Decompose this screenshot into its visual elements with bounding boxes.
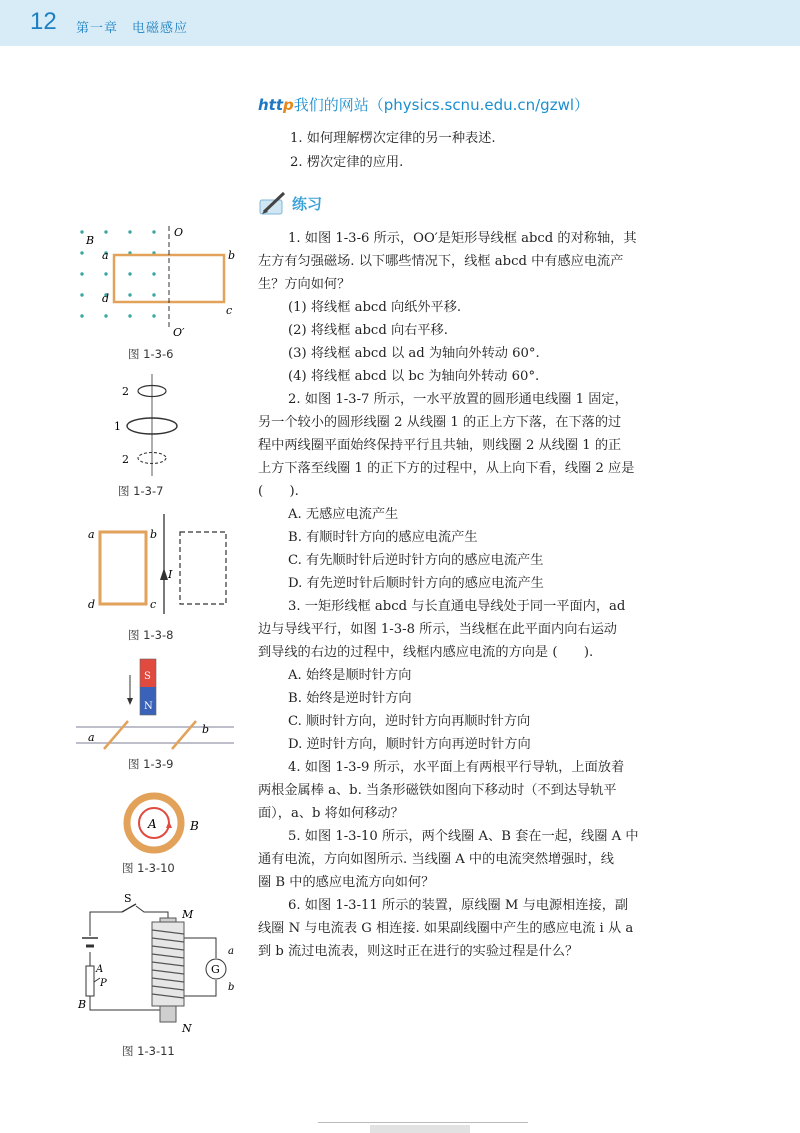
label-B: B xyxy=(190,819,199,833)
p4-line-1: 4. 如图 1-3-9 所示，水平面上有两根平行导轨，上面放着 xyxy=(288,760,625,775)
figure-1-3-8 xyxy=(84,512,240,618)
website-line xyxy=(258,94,589,115)
caption-1-3-6: 图 1-3-6 xyxy=(128,347,174,361)
p4-line-3: 面），a、b 将如何移动？ xyxy=(258,806,404,821)
p1-option-1: (1) 将线框 abcd 向纸外平移. xyxy=(288,300,462,315)
current-direction-arrow-icon xyxy=(166,821,172,828)
switch-S xyxy=(122,904,136,912)
label-2-lower: 2 xyxy=(122,453,129,466)
label-P: P xyxy=(100,978,107,989)
wire-g-top xyxy=(184,938,216,958)
label-d: d xyxy=(102,292,110,305)
page-number: 12 xyxy=(30,8,57,35)
website-logo-p: p xyxy=(283,96,294,114)
p3-line-3: 到导线的右边的过程中，线框内感应电流的方向是 ( ). xyxy=(258,645,594,660)
label-c: c xyxy=(226,304,233,317)
frame-abcd xyxy=(100,532,146,604)
label-b: b xyxy=(202,723,210,736)
p1-line-1: 1. 如图 1-3-6 所示，OO′是矩形导线框 abcd 的对称轴，其 xyxy=(288,231,637,246)
rod-b xyxy=(172,721,196,749)
label-B: B xyxy=(78,998,87,1011)
p5-line-1: 5. 如图 1-3-10 所示，两个线圈 A、B 套在一起，线圈 A 中 xyxy=(288,829,639,844)
label-a: a xyxy=(88,528,95,541)
p3-option-a: A. 始终是顺时针方向 xyxy=(288,668,412,683)
p3-line-1: 3. 一矩形线框 abcd 与长直通电导线处于同一平面内，ad xyxy=(288,599,626,614)
label-N: N xyxy=(144,701,153,712)
rheostat xyxy=(86,966,94,996)
page-footer-bar xyxy=(318,1122,528,1133)
label-N: N xyxy=(182,1022,192,1035)
label-1: 1 xyxy=(114,420,121,433)
figure-1-3-7 xyxy=(108,372,188,478)
label-a: a xyxy=(88,731,95,744)
label-c: c xyxy=(150,598,157,611)
caption-1-3-7: 图 1-3-7 xyxy=(118,484,164,498)
p3-option-b: B. 始终是逆时针方向 xyxy=(288,691,412,706)
frame-dashed xyxy=(180,532,226,604)
website-logo-htt: htt xyxy=(258,96,284,114)
p1-line-3: 生？方向如何？ xyxy=(258,277,351,292)
label-b: b xyxy=(228,982,235,993)
p4-line-2: 两根金属棒 a、b. 当条形磁铁如图向下移动时（不到达导轨平 xyxy=(258,783,617,798)
label-O: O xyxy=(174,226,184,239)
caption-1-3-8: 图 1-3-8 xyxy=(128,628,174,642)
p2-line-5: ( ). xyxy=(258,484,299,499)
label-O-prime: O′ xyxy=(173,326,185,339)
label-a: a xyxy=(228,946,234,957)
figure-1-3-6 xyxy=(74,222,244,340)
figure-1-3-10 xyxy=(120,790,210,856)
figure-1-3-9 xyxy=(74,655,242,755)
wire-top-left xyxy=(90,912,122,936)
p1-option-4: (4) 将线框 abcd 以 bc 为轴向外转动 60°. xyxy=(288,369,540,384)
wire-g-bottom xyxy=(184,980,216,996)
label-G: G xyxy=(211,963,220,976)
figure-1-3-11 xyxy=(76,892,246,1037)
label-B: B xyxy=(86,234,95,247)
p6-line-3: 到 b 流过电流表，则这时正在进行的实验过程是什么？ xyxy=(258,944,579,959)
label-M: M xyxy=(182,908,194,921)
p3-line-2: 边与导线平行，如图 1-3-8 所示，当线框在此平面内向右运动 xyxy=(258,622,617,637)
chapter-title: 第一章 电磁感应 xyxy=(76,21,189,36)
p2-line-3: 程中两线圈平面始终保持平行且共轴，则线圈 2 从线圈 1 的正 xyxy=(258,438,622,453)
label-a: a xyxy=(102,249,109,262)
caption-1-3-10: 图 1-3-10 xyxy=(122,861,175,875)
down-arrow-icon xyxy=(127,698,133,705)
caption-1-3-11: 图 1-3-11 xyxy=(122,1044,175,1058)
label-d: d xyxy=(88,598,96,611)
p5-line-2: 通有电流，方向如图所示. 当线圈 A 中的电流突然增强时，线 xyxy=(258,852,614,867)
current-arrow-icon xyxy=(160,568,168,580)
p2-line-4: 上方下落至线圈 1 的正下方的过程中，从上向下看，线圈 2 应是 xyxy=(258,461,635,476)
topic-1: 1. 如何理解楞次定律的另一种表述. xyxy=(290,131,496,146)
label-A: A xyxy=(148,817,157,831)
label-b: b xyxy=(150,528,158,541)
p3-option-d: D. 逆时针方向，顺时针方向再逆时针方向 xyxy=(288,737,531,752)
p2-option-c: C. 有先顺时针后逆时针方向的感应电流产生 xyxy=(288,553,544,568)
p5-line-3: 圈 B 中的感应电流方向如何？ xyxy=(258,875,435,890)
label-S: S xyxy=(124,892,132,905)
p1-option-3: (3) 将线框 abcd 以 ad 为轴向外转动 60°. xyxy=(288,346,540,361)
pencil-icon xyxy=(258,190,288,216)
website-link[interactable]: 我们的网站（physics.scnu.edu.cn/gzwl） xyxy=(293,96,590,114)
p3-option-c: C. 顺时针方向，逆时针方向再顺时针方向 xyxy=(288,714,531,729)
page-header xyxy=(0,0,800,46)
p2-option-b: B. 有顺时针方向的感应电流产生 xyxy=(288,530,478,545)
label-A: A xyxy=(96,964,104,975)
p2-option-d: D. 有先逆时针后顺时针方向的感应电流产生 xyxy=(288,576,544,591)
label-b: b xyxy=(228,249,236,262)
p2-line-1: 2. 如图 1-3-7 所示，一水平放置的圆形通电线圈 1 固定， xyxy=(288,392,628,407)
p6-line-1: 6. 如图 1-3-11 所示的装置，原线圈 M 与电源相连接，副 xyxy=(288,898,629,913)
label-2-upper: 2 xyxy=(122,385,129,398)
p1-line-2: 左方有匀强磁场. 以下哪些情况下，线框 abcd 中有感应电流产 xyxy=(258,254,624,269)
p2-line-2: 另一个较小的圆形线圈 2 从线圈 1 的正上方下落，在下落的过 xyxy=(258,415,622,430)
exercise-title: 练习 xyxy=(292,195,323,213)
label-S: S xyxy=(144,671,151,682)
p2-option-a: A. 无感应电流产生 xyxy=(288,507,399,522)
rod-a xyxy=(104,721,128,749)
p6-line-2: 线圈 N 与电流表 G 相连接. 如果副线圈中产生的感应电流 i 从 a xyxy=(258,921,634,936)
p1-option-2: (2) 将线框 abcd 向右平移. xyxy=(288,323,448,338)
caption-1-3-9: 图 1-3-9 xyxy=(128,757,174,771)
topic-2: 2. 楞次定律的应用. xyxy=(290,155,404,170)
label-I: I xyxy=(168,568,173,581)
